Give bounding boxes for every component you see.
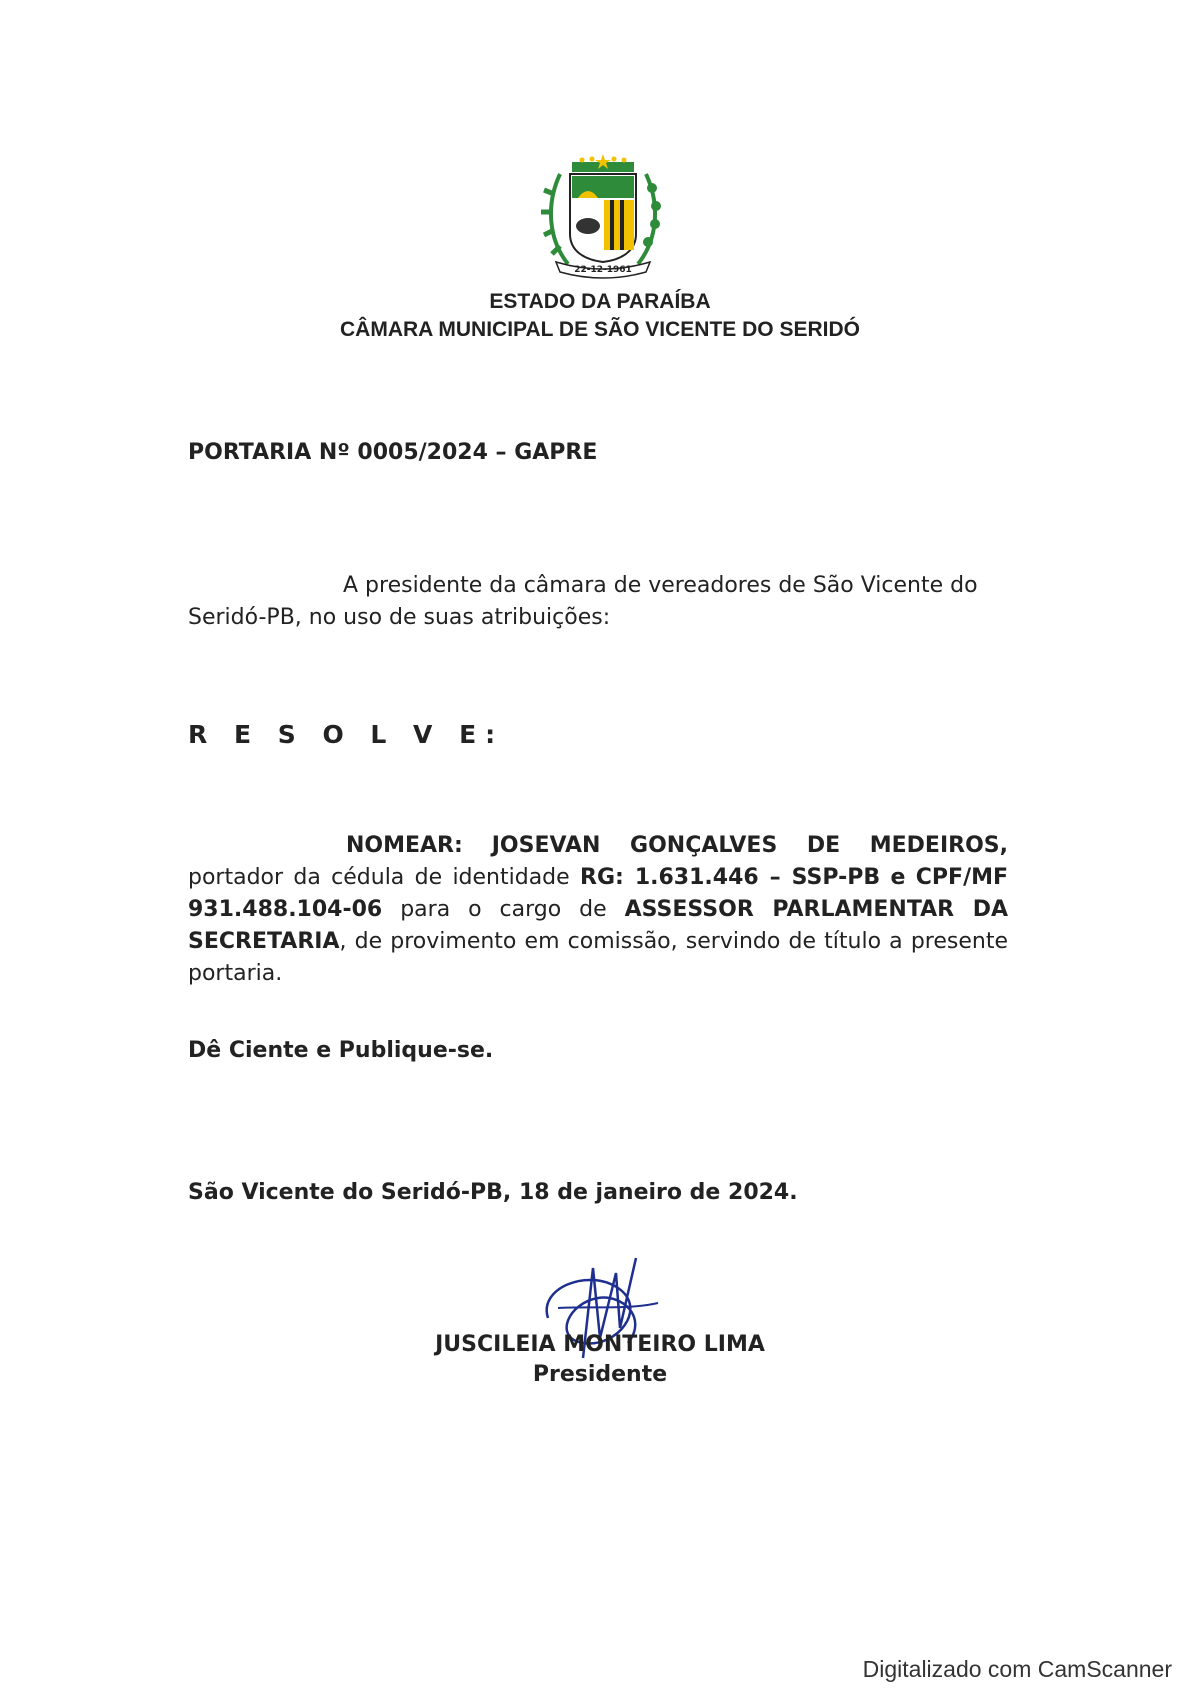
intro-paragraph [188,570,1008,634]
crest-date: 22-12-1961 [574,265,632,275]
handwritten-signature-icon [528,1248,678,1378]
municipal-crest-icon [538,154,668,280]
nomear-label: NOMEAR: [346,833,463,858]
place-date: São Vicente do Seridó-PB, 18 de janeiro de 2024. [188,1180,798,1205]
signer-role: Presidente [532,1362,668,1387]
position-title: ASSESSOR PARLAMENTAR DA SECRETARIA [188,897,1009,954]
cpf-number: CPF/MF 931.488.104-06 [188,865,1009,922]
cargo-text: para o cargo de [400,897,607,922]
resolve-heading: R E S O L V E: [188,720,505,749]
closing-line: Dê Ciente e Publique-se. [188,1038,494,1063]
document-title: PORTARIA Nº 0005/2024 – GAPRE [188,440,598,465]
scanner-watermark: Digitalizado com CamScanner [862,1656,1172,1682]
appointee-name: JOSEVAN GONÇALVES DE MEDEIROS, [491,833,1008,858]
conjunction: e [890,865,906,890]
signer-name: JUSCILEIA MONTEIRO LIMA [435,1332,765,1357]
appointment-paragraph [188,830,1008,990]
intro-text: A presidente da câmara de vereadores de São Vicente do Seridó-PB, no uso de suas atribuições: [188,573,978,630]
id-text: portador da cédula de identidade [188,865,570,890]
rg-number: RG: 1.631.446 – SSP-PB [580,865,881,890]
chamber-heading: CÂMARA MUNICIPAL DE SÃO VICENTE DO SERIDÓ [340,318,860,341]
state-heading: ESTADO DA PARAÍBA [489,290,711,313]
provision-text: , de provimento em comissão, servindo de título a presente portaria. [188,929,1008,986]
